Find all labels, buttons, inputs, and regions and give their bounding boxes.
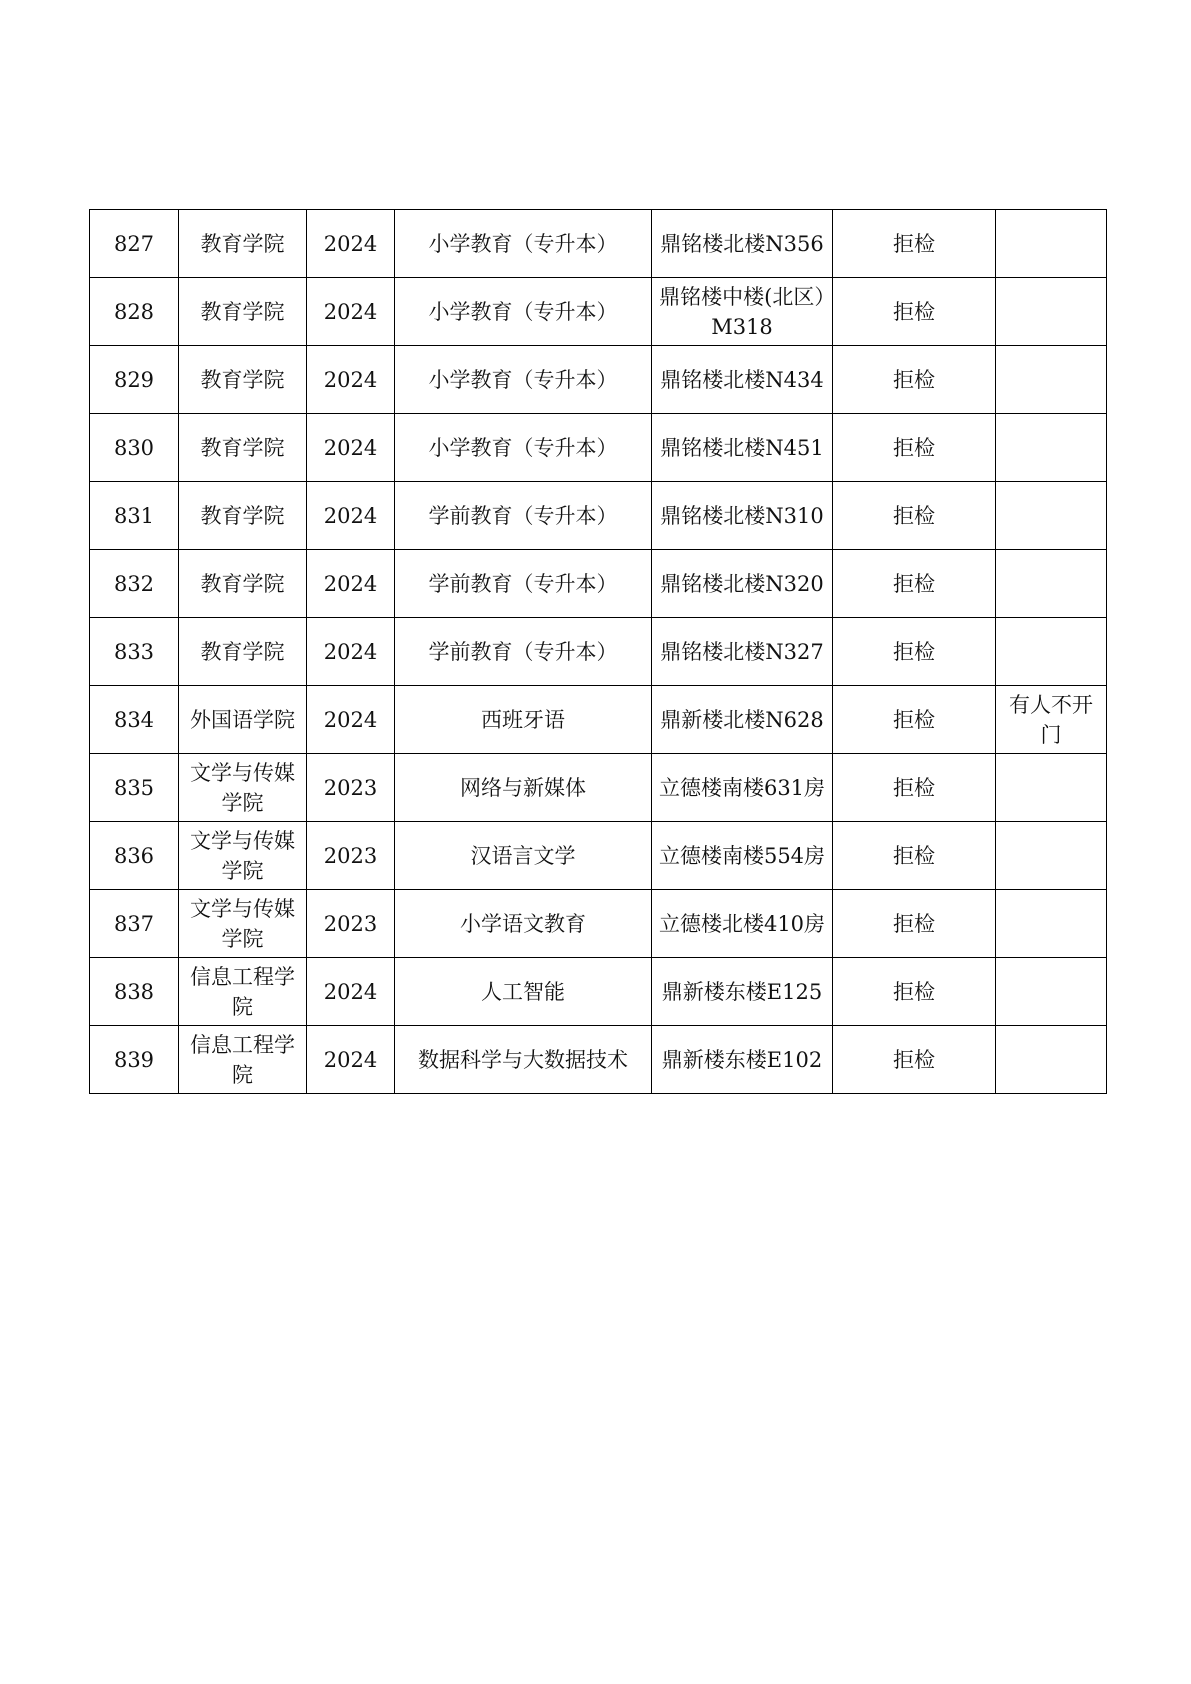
room-cell: 鼎新楼东楼E102 <box>652 1026 833 1094</box>
room-cell: 鼎铭楼北楼N356 <box>652 210 833 278</box>
year-cell: 2024 <box>307 618 395 686</box>
major-cell: 数据科学与大数据技术 <box>395 1026 652 1094</box>
note-cell <box>996 278 1107 346</box>
year-cell: 2024 <box>307 686 395 754</box>
result-cell: 拒检 <box>833 822 996 890</box>
college-cell: 教育学院 <box>179 618 307 686</box>
year-cell: 2024 <box>307 958 395 1026</box>
college-cell: 教育学院 <box>179 414 307 482</box>
note-cell <box>996 1026 1107 1094</box>
table-row <box>90 686 1107 754</box>
year-cell: 2024 <box>307 1026 395 1094</box>
year-cell: 2024 <box>307 414 395 482</box>
row-number-cell: 834 <box>90 686 179 754</box>
room-cell: 立德楼南楼554房 <box>652 822 833 890</box>
year-cell: 2023 <box>307 754 395 822</box>
result-cell: 拒检 <box>833 890 996 958</box>
college-cell: 文学与传媒学院 <box>179 822 307 890</box>
row-number-cell: 837 <box>90 890 179 958</box>
room-cell: 立德楼北楼410房 <box>652 890 833 958</box>
row-number-cell: 827 <box>90 210 179 278</box>
table-row <box>90 822 1107 890</box>
college-cell: 教育学院 <box>179 210 307 278</box>
major-cell: 西班牙语 <box>395 686 652 754</box>
major-cell: 小学教育（专升本） <box>395 278 652 346</box>
note-cell: 有人不开门 <box>996 686 1107 754</box>
college-cell: 教育学院 <box>179 550 307 618</box>
result-cell: 拒检 <box>833 482 996 550</box>
result-cell: 拒检 <box>833 686 996 754</box>
note-cell <box>996 550 1107 618</box>
note-cell <box>996 482 1107 550</box>
college-cell: 教育学院 <box>179 346 307 414</box>
result-cell: 拒检 <box>833 1026 996 1094</box>
year-cell: 2024 <box>307 210 395 278</box>
room-cell: 鼎铭楼中楼(北区）M318 <box>652 278 833 346</box>
major-cell: 小学教育（专升本） <box>395 346 652 414</box>
result-cell: 拒检 <box>833 346 996 414</box>
note-cell <box>996 754 1107 822</box>
result-cell: 拒检 <box>833 958 996 1026</box>
result-cell: 拒检 <box>833 278 996 346</box>
room-cell: 鼎铭楼北楼N434 <box>652 346 833 414</box>
year-cell: 2024 <box>307 550 395 618</box>
result-cell: 拒检 <box>833 550 996 618</box>
result-cell: 拒检 <box>833 618 996 686</box>
room-cell: 鼎铭楼北楼N451 <box>652 414 833 482</box>
note-cell <box>996 890 1107 958</box>
college-cell: 文学与传媒学院 <box>179 890 307 958</box>
major-cell: 人工智能 <box>395 958 652 1026</box>
year-cell: 2024 <box>307 346 395 414</box>
table-row <box>90 278 1107 346</box>
note-cell <box>996 414 1107 482</box>
table-row <box>90 346 1107 414</box>
year-cell: 2024 <box>307 482 395 550</box>
table-row <box>90 618 1107 686</box>
major-cell: 小学教育（专升本） <box>395 414 652 482</box>
major-cell: 学前教育（专升本） <box>395 482 652 550</box>
year-cell: 2023 <box>307 822 395 890</box>
row-number-cell: 832 <box>90 550 179 618</box>
row-number-cell: 829 <box>90 346 179 414</box>
college-cell: 教育学院 <box>179 278 307 346</box>
table-row <box>90 414 1107 482</box>
table-row <box>90 1026 1107 1094</box>
room-cell: 鼎铭楼北楼N320 <box>652 550 833 618</box>
room-cell: 鼎铭楼北楼N310 <box>652 482 833 550</box>
row-number-cell: 831 <box>90 482 179 550</box>
college-cell: 教育学院 <box>179 482 307 550</box>
row-number-cell: 838 <box>90 958 179 1026</box>
room-cell: 立德楼南楼631房 <box>652 754 833 822</box>
major-cell: 学前教育（专升本） <box>395 618 652 686</box>
row-number-cell: 836 <box>90 822 179 890</box>
records-table <box>89 209 1107 1094</box>
row-number-cell: 839 <box>90 1026 179 1094</box>
result-cell: 拒检 <box>833 210 996 278</box>
year-cell: 2023 <box>307 890 395 958</box>
table-row <box>90 754 1107 822</box>
result-cell: 拒检 <box>833 754 996 822</box>
records-table-body <box>90 210 1107 1094</box>
note-cell <box>996 618 1107 686</box>
note-cell <box>996 958 1107 1026</box>
college-cell: 信息工程学院 <box>179 1026 307 1094</box>
row-number-cell: 835 <box>90 754 179 822</box>
note-cell <box>996 822 1107 890</box>
note-cell <box>996 346 1107 414</box>
result-cell: 拒检 <box>833 414 996 482</box>
row-number-cell: 830 <box>90 414 179 482</box>
table-row <box>90 958 1107 1026</box>
major-cell: 汉语言文学 <box>395 822 652 890</box>
year-cell: 2024 <box>307 278 395 346</box>
row-number-cell: 828 <box>90 278 179 346</box>
college-cell: 外国语学院 <box>179 686 307 754</box>
table-row <box>90 210 1107 278</box>
table-row <box>90 482 1107 550</box>
major-cell: 学前教育（专升本） <box>395 550 652 618</box>
room-cell: 鼎新楼东楼E125 <box>652 958 833 1026</box>
major-cell: 网络与新媒体 <box>395 754 652 822</box>
major-cell: 小学教育（专升本） <box>395 210 652 278</box>
row-number-cell: 833 <box>90 618 179 686</box>
room-cell: 鼎新楼北楼N628 <box>652 686 833 754</box>
table-row <box>90 890 1107 958</box>
table-row <box>90 550 1107 618</box>
room-cell: 鼎铭楼北楼N327 <box>652 618 833 686</box>
college-cell: 文学与传媒学院 <box>179 754 307 822</box>
college-cell: 信息工程学院 <box>179 958 307 1026</box>
note-cell <box>996 210 1107 278</box>
major-cell: 小学语文教育 <box>395 890 652 958</box>
